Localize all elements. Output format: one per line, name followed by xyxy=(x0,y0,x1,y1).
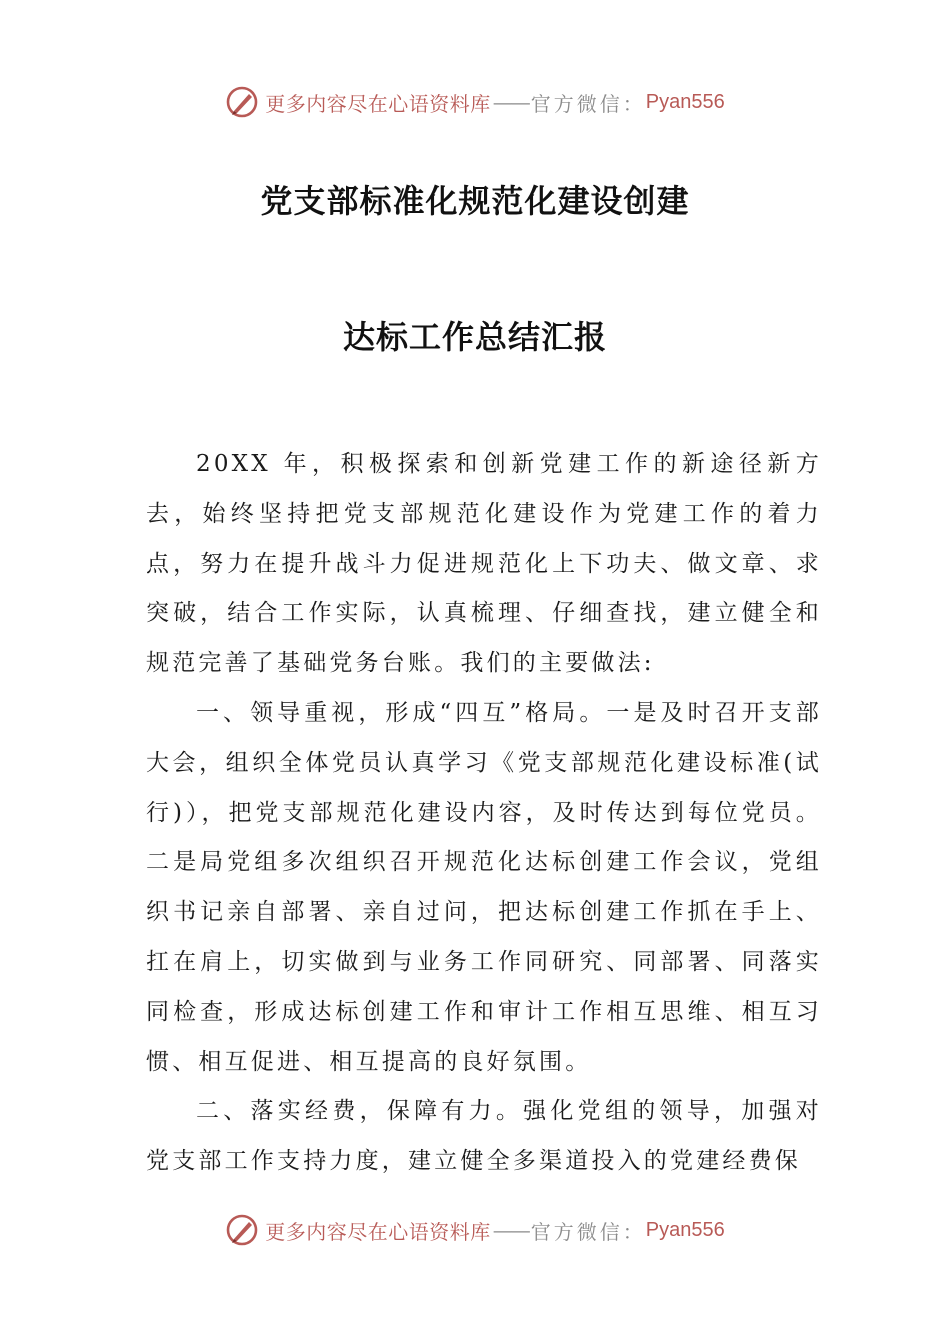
watermark-wechat-id: Pyan556 xyxy=(645,90,725,113)
paragraph-intro: 20XX 年，积极探索和创新党建工作的新途径新方去，始终坚持把党支部规范化建设作为党建工作的着力点，努力在提升战斗力促进规范化上下功夫、做文章、求突破，结合工作实际，认真梳理、仔细查找，建立健全和规范完善了基础党务台账。我们的主要做法: xyxy=(146,451,822,677)
watermark-wechat-label: 官方微信： xyxy=(530,1219,646,1244)
pen-logo-icon xyxy=(225,1213,259,1247)
watermark-wechat-id: Pyan556 xyxy=(645,1218,725,1241)
pen-logo-icon xyxy=(225,85,259,119)
paragraph-section-two: 二、落实经费，保障有力。强化党组的领导，加强对党支部工作支持力度，建立健全多渠道投入的党建经费保 xyxy=(146,1098,822,1175)
watermark-wechat-label: 官方微信： xyxy=(530,91,646,116)
document-body xyxy=(146,440,822,1187)
watermark-banner-top xyxy=(0,82,950,122)
watermark-dash: —— xyxy=(492,1218,529,1242)
watermark-banner-bottom xyxy=(0,1210,950,1250)
document-title-line-1: 党支部标准化规范化建设创建 xyxy=(260,182,690,220)
document-title-line-2: 达标工作总结汇报 xyxy=(342,318,607,356)
watermark-text: 更多内容尽在心语资料库 xyxy=(265,91,491,116)
watermark-text: 更多内容尽在心语资料库 xyxy=(265,1219,491,1244)
watermark-dash: —— xyxy=(492,90,529,114)
paragraph-section-one: 一、领导重视，形成“四互”格局。一是及时召开支部大会，组织全体党员认真学习《党支部规范化建设标准(试行)），把党支部规范化建设内容，及时传达到每位党员。二是局党组多次组织召开规范化达标创建工作会议，党组织书记亲自部署、亲自过问，把达标创建工作抓在手上、扛在肩上，切实做到与业务工作同研究、同部署、同落实同检查，形成达标创建工作和审计工作相互思维、相互习惯、相互促进、相互提高的良好氛围。 xyxy=(146,699,822,1075)
